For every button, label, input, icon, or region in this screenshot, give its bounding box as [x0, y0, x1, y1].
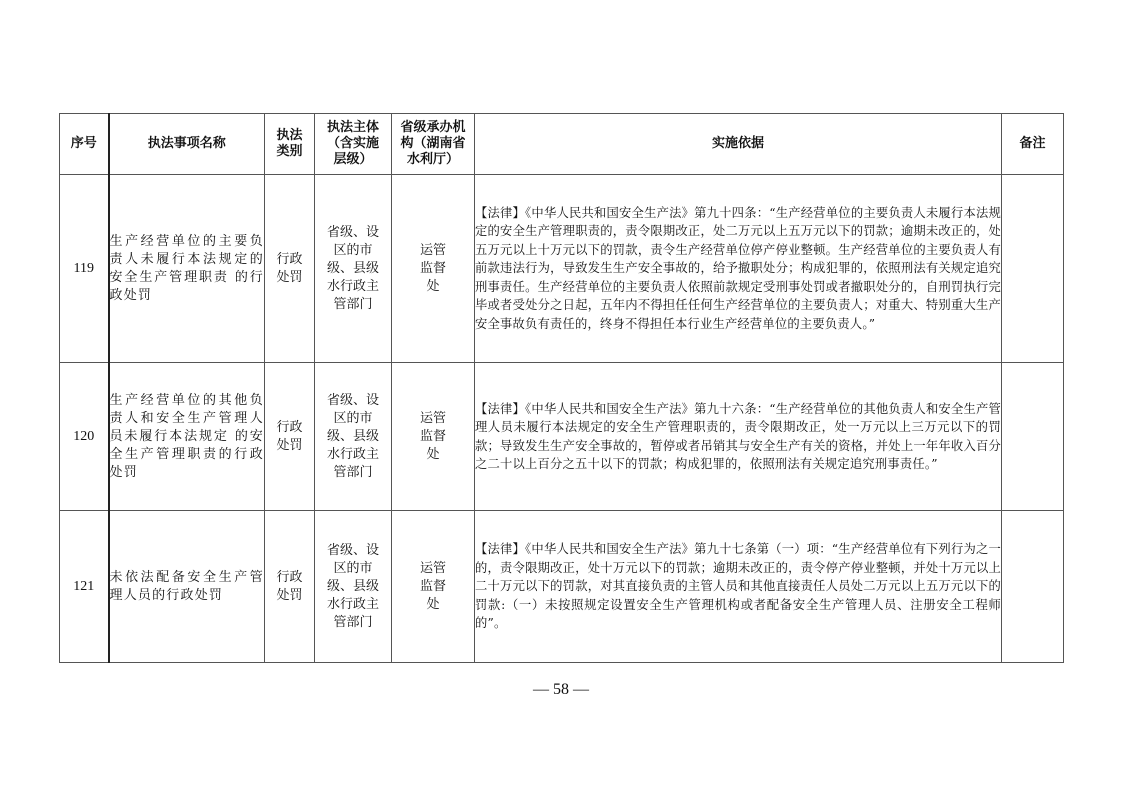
page-number: — 58 —	[533, 681, 589, 698]
row-note	[1002, 363, 1064, 511]
row-org-text: 运管监督处	[419, 410, 446, 462]
row-basis: 【法律】《中华人民共和国安全生产法》第九十四条：“生产经营单位的主要负责人未履行本法规定的安全生产管理职责的，责令限期改正，处二万元以上五万元以下的罚款；逾期未改正的，处五万元以上十万元以下的罚款，责令生产经营单位停产停业整顿。生产经营单位的主要负责人有前款违法行为，导致发生生产安全事故的，给予撤职处分；构成犯罪的，依照刑法有关规定追究刑事责任。生产经营单位的主要负责人依照前款规定受刑事处罚或者撤职处分的，自刑罚执行完毕或者受处分之日起，五年内不得担任任何生产经营单位的主要负责人；对重大、特别重大生产安全事故负有责任的，终身不得担任本行业生产经营单位的主要负责人。”	[475, 175, 1002, 363]
row-org-text: 运管监督处	[419, 242, 446, 294]
row-item-name: 未依法配备安全生产管理人员的行政处罚	[109, 511, 265, 663]
header-subject	[315, 114, 392, 175]
row-subject-text: 省级、设区的市级、县级水行政主管部门	[326, 392, 379, 480]
row-category-text: 行政处罚	[276, 569, 303, 603]
row-note	[1002, 511, 1064, 663]
enforcement-items-table	[59, 113, 1064, 663]
table-row	[60, 511, 1064, 663]
row-subject	[315, 511, 392, 663]
header-no: 序号	[60, 114, 109, 175]
header-org-text: 省级承办机构（湖南省水利厅）	[400, 120, 466, 167]
row-subject	[315, 175, 392, 363]
row-subject	[315, 363, 392, 511]
row-category	[265, 511, 315, 663]
row-note	[1002, 175, 1064, 363]
table-header-row	[60, 114, 1064, 175]
row-category	[265, 363, 315, 511]
row-basis: 【法律】《中华人民共和国安全生产法》第九十七条第（一）项：“生产经营单位有下列行为之一的，责令限期改正，处十万元以下的罚款；逾期未改正的，责令停产停业整顿，并处十万元以上二十万元以下的罚款，对其直接负责的主管人员和其他直接责任人员处二万元以上五万元以下的罚款:（一）未按照规定设置安全生产管理机构或者配备安全生产管理人员、注册安全工程师的”。	[475, 511, 1002, 663]
header-org	[392, 114, 475, 175]
table-row	[60, 363, 1064, 511]
row-org	[392, 175, 475, 363]
header-note: 备注	[1002, 114, 1064, 175]
row-subject-text: 省级、设区的市级、县级水行政主管部门	[326, 542, 379, 630]
row-category-text: 行政处罚	[276, 251, 303, 285]
header-category-text: 执法类别	[276, 128, 303, 159]
row-no: 121	[60, 511, 109, 663]
header-category	[265, 114, 315, 175]
header-basis: 实施依据	[475, 114, 1002, 175]
row-basis: 【法律】《中华人民共和国安全生产法》第九十六条：“生产经营单位的其他负责人和安全生产管理人员未履行本法规定的安全生产管理职责的，责令限期改正，处一万元以上三万元以下的罚款；导致发生生产安全事故的，暂停或者吊销其与安全生产有关的资格，并处上一年年收入百分之二十以上百分之五十以下的罚款；构成犯罪的，依照刑法有关规定追究刑事责任。”	[475, 363, 1002, 511]
row-item-name: 生产经营单位的其他负责人和安全生产管理人员未履行本法规定 的安全生产管理职责的行政处罚	[109, 363, 265, 511]
row-category-text: 行政处罚	[276, 419, 303, 453]
row-org	[392, 363, 475, 511]
header-subject-text: 执法主体（含实施层级）	[326, 120, 379, 167]
row-subject-text: 省级、设区的市级、县级水行政主管部门	[326, 224, 379, 312]
header-name: 执法事项名称	[109, 114, 265, 175]
row-item-name: 生产经营单位的主要负责人未履行本法规定的安全生产管理职责 的行政处罚	[109, 175, 265, 363]
row-org	[392, 511, 475, 663]
row-no: 120	[60, 363, 109, 511]
row-category	[265, 175, 315, 363]
table-row	[60, 175, 1064, 363]
row-org-text: 运管监督处	[419, 560, 446, 612]
row-no: 119	[60, 175, 109, 363]
